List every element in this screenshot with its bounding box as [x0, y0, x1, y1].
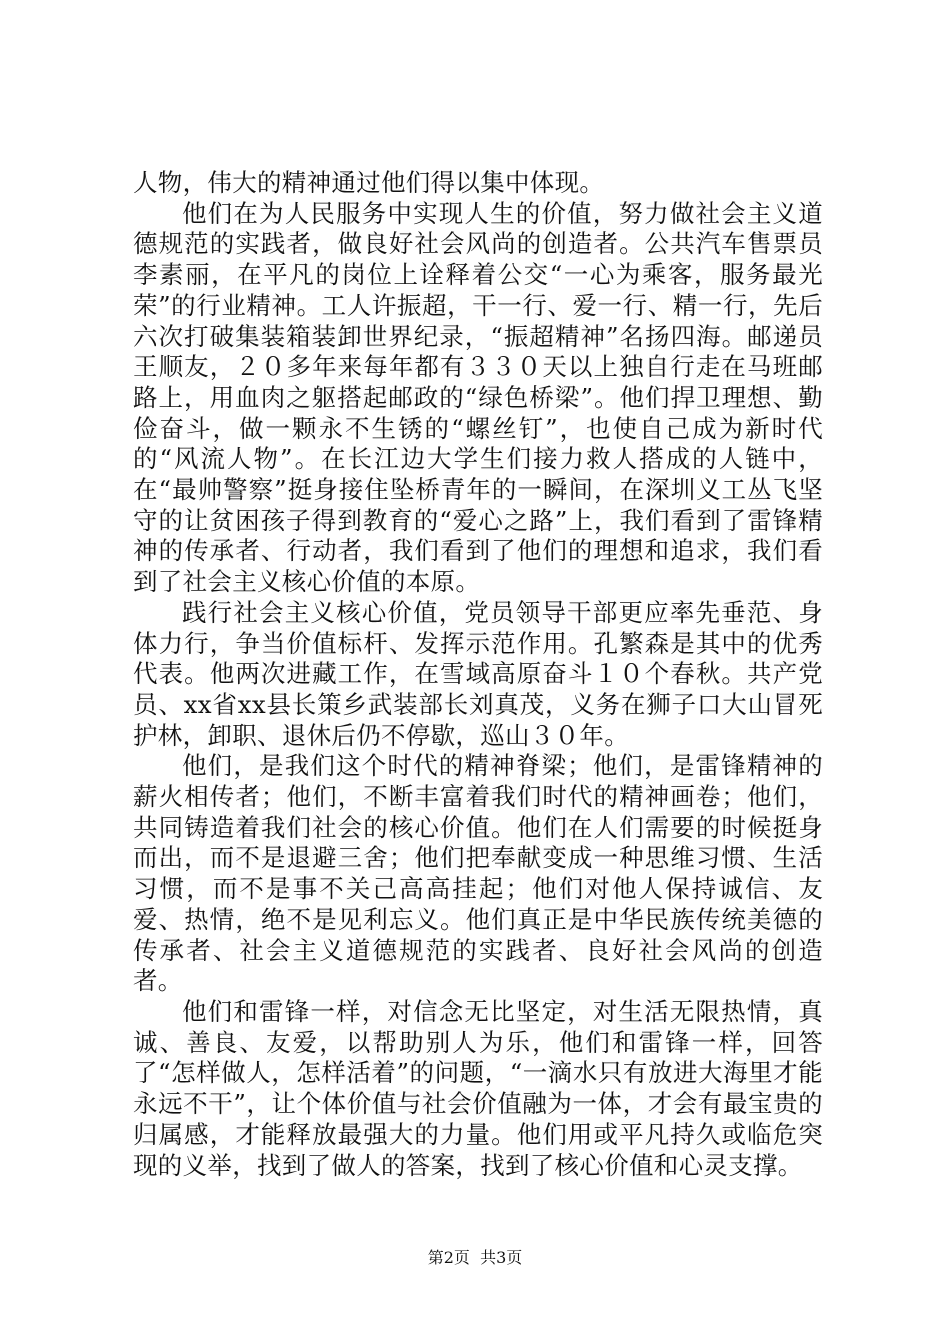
page-footer	[0, 1248, 950, 1268]
paragraph-2: 他们在为人民服务中实现人生的价值，努力做社会主义道德规范的实践者，做良好社会风尚的创造者。公共汽车售票员李素丽，在平凡的岗位上诠释着公交“一心为乘客，服务最光荣”的行业精神。工人许振超，干一行、爱一行、精一行，先后六次打破集装箱装卸世界纪录，“振超精神”名扬四海。邮递员王顺友，２０多年来每年都有３３０天以上独自行走在马班邮路上，用血肉之躯搭起邮政的“绿色桥梁”。他们捍卫理想、勤俭奋斗，做一颗永不生锈的“螺丝钉”，也使自己成为新时代的“风流人物”。在长江边大学生们接力救人搭成的人链中，在“最帅警察”挺身接住坠桥青年的一瞬间，在深圳义工丛飞坚守的让贫困孩子得到教育的“爱心之路”上，我们看到了雷锋精神的传承者、行动者，我们看到了他们的理想和追求，我们看到了社会主义核心价值的本原。	[133, 198, 824, 597]
paragraph-3: 践行社会主义核心价值，党员领导干部更应率先垂范、身体力行，争当价值标杆、发挥示范作用。孔繁森是其中的优秀代表。他两次进藏工作，在雪域高原奋斗１０个春秋。共产党员、xx省xx县长策乡武装部长刘真茂，义务在狮子口大山冒死护林，卸职、退休后仍不停歇，巡山３０年。	[133, 597, 823, 750]
paragraph-4: 他们，是我们这个时代的精神脊梁；他们，是雷锋精神的薪火相传者；他们，不断丰富着我们时代的精神画卷；他们，共同铸造着我们社会的核心价值。他们在人们需要的时候挺身而出，而不是退避三舍；他们把奉献变成一种思维习惯、生活习惯，而不是事不关己高高挂起；他们对他人保持诚信、友爱、热情，绝不是见利忘义。他们真正是中华民族传统美德的传承者、社会主义道德规范的实践者、良好社会风尚的创造者。	[133, 751, 823, 996]
paragraph-5: 他们和雷锋一样，对信念无比坚定，对生活无限热情，真诚、善良、友爱，以帮助别人为乐，他们和雷锋一样，回答了“怎样做人，怎样活着”的问题，“一滴水只有放进大海里才能永远不干”，让个体价值与社会价值融为一体，才会有最宝贵的归属感，才能释放最强大的力量。他们用或平凡持久或临危突现的义举，找到了做人的答案，找到了核心价值和心灵支撑。	[133, 996, 823, 1180]
paragraph-1: 人物，伟大的精神通过他们得以集中体现。	[133, 168, 605, 197]
page-number-label: 第2页 共3页	[427, 1248, 523, 1267]
document-body	[133, 168, 823, 1181]
